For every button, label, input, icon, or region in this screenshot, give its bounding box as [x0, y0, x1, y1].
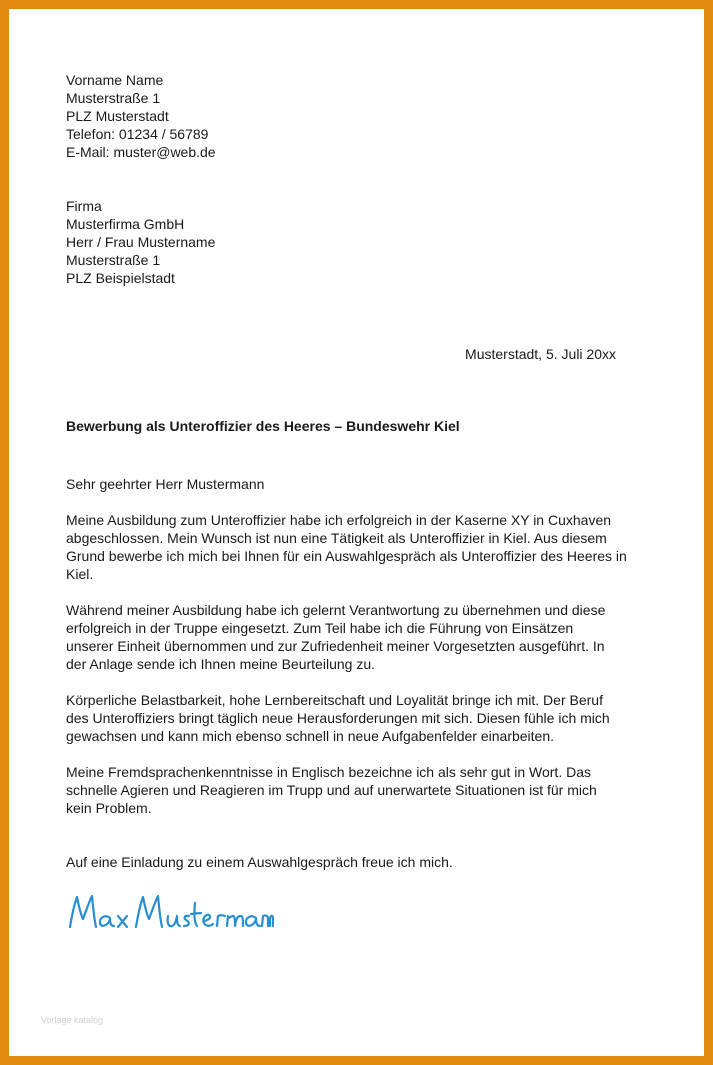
salutation	[66, 475, 264, 493]
text-line: kein Problem.	[66, 800, 152, 816]
recipient-city: PLZ Beispielstadt	[66, 270, 175, 286]
watermark-text: Vorlage katalog	[41, 1015, 104, 1025]
closing-line	[66, 853, 646, 871]
body-paragraph	[66, 511, 646, 583]
sender-email: E-Mail: muster@web.de	[66, 144, 216, 160]
text-line: Meine Ausbildung zum Unteroffizier habe ich erfolgreich in der Kaserne XY in Cuxhaven	[66, 512, 612, 528]
recipient-address	[66, 197, 215, 287]
text-line: Grund bewerbe ich mich bei Ihnen für ein Auswahlgespräch als Unteroffizier des Heeres in	[66, 548, 627, 564]
sender-address	[66, 71, 216, 161]
text-line: unserer Einheit übernommen und zur Zufriedenheit meiner Vorgesetzten ausgeführt. In	[66, 638, 605, 654]
sender-city: PLZ Musterstadt	[66, 108, 169, 124]
closing-text: Auf eine Einladung zu einem Auswahlgespräch freue ich mich.	[66, 854, 453, 870]
sender-phone: Telefon: 01234 / 56789	[66, 126, 209, 142]
sender-street: Musterstraße 1	[66, 90, 161, 106]
recipient-contact: Herr / Frau Mustername	[66, 234, 216, 250]
text-line: Meine Fremdsprachenkenntnisse in Englisch bezeichne ich als sehr gut in Wort. Das	[66, 764, 591, 780]
text-line: schnelle Agieren und Reagieren im Trupp und auf unerwartete Situationen ist für mich	[66, 782, 597, 798]
salutation-text: Sehr geehrter Herr Mustermann	[66, 476, 265, 492]
subject-text: Bewerbung als Unteroffizier des Heeres – Bundeswehr Kiel	[66, 418, 460, 434]
handwritten-signature	[64, 885, 274, 945]
recipient-label: Firma	[66, 198, 102, 214]
text-line: abgeschlossen. Mein Wunsch ist nun eine Tätigkeit als Unteroffizier in Kiel. Aus diesem	[66, 530, 607, 546]
text-line: der Anlage sende ich Ihnen meine Beurteilung zu.	[66, 656, 375, 672]
text-line: gewachsen und kann mich ebenso schnell in neue Aufgabenfelder einarbeiten.	[66, 728, 555, 744]
text-line: Kiel.	[66, 566, 94, 582]
sender-name: Vorname Name	[66, 72, 164, 88]
letter-page	[9, 9, 704, 1056]
letter-date: Musterstadt, 5. Juli 20xx	[465, 346, 616, 362]
text-line: erfolgreich in der Truppe eingesetzt. Zum Teil habe ich die Führung von Einsätzen	[66, 620, 574, 636]
body-paragraph	[66, 691, 646, 745]
body-paragraph	[66, 763, 646, 817]
text-line: Körperliche Belastbarkeit, hohe Lernbereitschaft und Loyalität bringe ich mit. Der Beruf	[66, 692, 603, 708]
recipient-company: Musterfirma GmbH	[66, 216, 185, 232]
recipient-street: Musterstraße 1	[66, 252, 161, 268]
subject-line	[66, 417, 460, 435]
text-line: des Unteroffiziers bringt täglich neue Herausforderungen mit sich. Diesen fühle ich mich	[66, 710, 610, 726]
text-line: Während meiner Ausbildung habe ich gelernt Verantwortung zu übernehmen und diese	[66, 602, 606, 618]
body-paragraph	[66, 601, 646, 673]
